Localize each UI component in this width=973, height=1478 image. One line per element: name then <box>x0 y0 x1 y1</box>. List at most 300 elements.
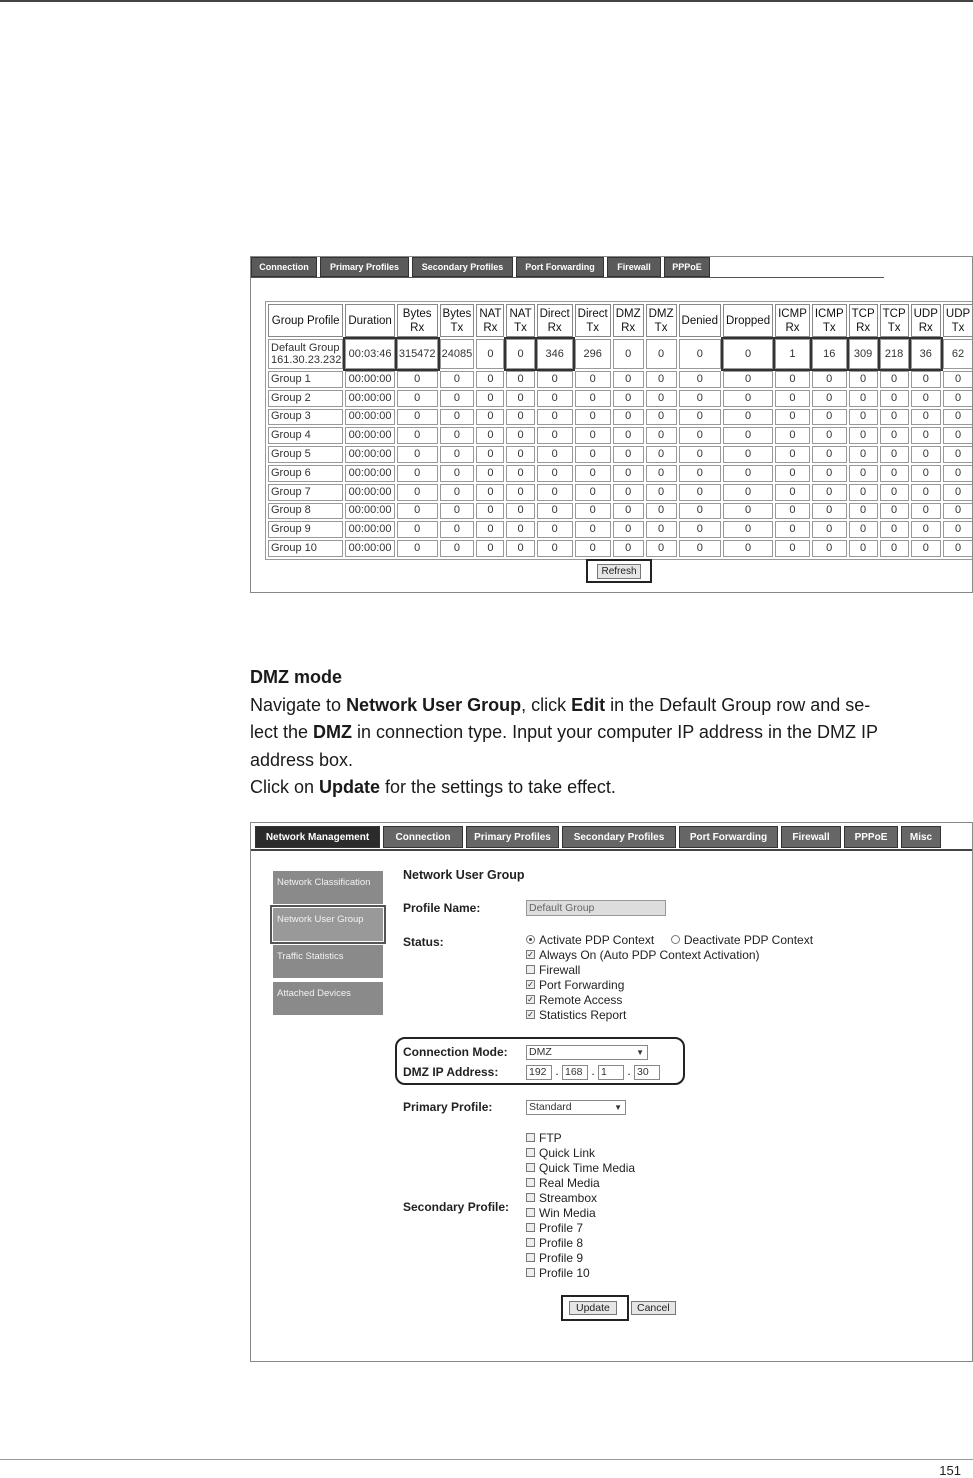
table-cell: 0 <box>613 465 644 482</box>
table-cell: 0 <box>723 339 773 369</box>
secondary-profile-label: Secondary Profile: <box>403 1200 510 1214</box>
checkbox-checked[interactable]: ✓ <box>527 995 534 1005</box>
secondary-profile-list <box>526 1131 635 1281</box>
column-header <box>345 304 394 337</box>
status-option <box>526 978 813 993</box>
table-cell: 0 <box>575 409 611 426</box>
checkbox-checked[interactable]: ✓ <box>527 980 534 990</box>
checkbox-checked[interactable]: ✓ <box>527 950 534 960</box>
primary-profile-value: Standard <box>529 1101 572 1113</box>
cancel-button[interactable]: Cancel <box>631 1301 676 1315</box>
column-header <box>397 304 438 337</box>
stats-table <box>265 301 973 560</box>
table-cell: 0 <box>506 465 534 482</box>
table-cell: 0 <box>880 446 909 463</box>
table-cell: 0 <box>613 339 644 369</box>
checkbox[interactable] <box>526 1208 535 1217</box>
checkbox[interactable] <box>526 1148 535 1157</box>
table-cell: 0 <box>723 503 773 520</box>
table-cell: 0 <box>476 427 504 444</box>
checkbox[interactable] <box>526 1133 535 1142</box>
group-name-cell: Group 10 <box>268 540 343 557</box>
table-cell: 0 <box>575 390 611 407</box>
checkbox[interactable] <box>526 1163 535 1172</box>
duration-cell: 00:00:00 <box>345 390 394 407</box>
text-bold: Edit <box>571 694 606 715</box>
column-header <box>775 304 810 337</box>
table-cell: 0 <box>440 521 475 538</box>
tab-misc[interactable]: Misc <box>901 826 941 848</box>
status-option-label: Statistics Report <box>539 1008 627 1022</box>
table-cell: 0 <box>911 409 941 426</box>
table-cell: 0 <box>679 465 721 482</box>
status-option <box>526 963 813 978</box>
table-cell: 0 <box>575 465 611 482</box>
ip-octet-1[interactable]: 192 <box>526 1065 552 1080</box>
table-cell: 0 <box>613 446 644 463</box>
radio-deactivate-label: Deactivate PDP Context <box>683 933 814 947</box>
table-cell: 0 <box>911 540 941 557</box>
group-name-line: Default Group <box>271 342 340 354</box>
status-option-label: Remote Access <box>539 993 623 1007</box>
instruction-line-1 <box>250 692 960 720</box>
table-cell: 0 <box>911 427 941 444</box>
tab-primary-profiles[interactable]: Primary Profiles <box>320 257 409 277</box>
status-option <box>526 1008 813 1023</box>
sidebar-item-traffic-statistics[interactable]: Traffic Statistics <box>273 945 383 978</box>
table-row <box>268 371 973 388</box>
table-cell: 0 <box>775 465 810 482</box>
table-cell: 0 <box>537 465 573 482</box>
secondary-profile-option <box>526 1176 635 1191</box>
tab-connection[interactable]: Connection <box>251 257 317 277</box>
table-row <box>268 521 973 538</box>
radio-activate-pdp[interactable] <box>526 935 535 944</box>
table-cell: 0 <box>646 484 677 501</box>
tab-firewall[interactable]: Firewall <box>781 826 841 848</box>
secondary-profile-option <box>526 1161 635 1176</box>
checkbox[interactable] <box>526 1253 535 1262</box>
tab-port-forwarding[interactable]: Port Forwarding <box>516 257 604 277</box>
sidebar-item-attached-devices[interactable]: Attached Devices <box>273 982 383 1015</box>
status-options <box>526 933 813 1023</box>
table-cell: 0 <box>849 465 878 482</box>
table-cell: 0 <box>723 390 773 407</box>
table-cell: 0 <box>537 371 573 388</box>
profile-name-label: Profile Name: <box>403 901 481 915</box>
table-cell: 0 <box>775 409 810 426</box>
text-bold: DMZ <box>313 722 353 742</box>
form-title: Network User Group <box>403 868 525 882</box>
table-cell: 0 <box>723 540 773 557</box>
dmz-ip-label: DMZ IP Address: <box>403 1065 499 1079</box>
table-cell: 0 <box>440 446 475 463</box>
secondary-profile-option <box>526 1266 635 1281</box>
tab-primary-profiles[interactable]: Primary Profiles <box>466 826 559 848</box>
table-cell: 0 <box>849 371 878 388</box>
table-cell: 0 <box>679 540 721 557</box>
primary-profile-label: Primary Profile: <box>403 1100 493 1114</box>
group-name-cell: Group 1 <box>268 371 343 388</box>
table-row <box>268 503 973 520</box>
table-cell: 0 <box>537 503 573 520</box>
table-cell: 0 <box>880 503 909 520</box>
table-cell: 0 <box>812 521 847 538</box>
sidebar <box>273 871 383 1019</box>
table-cell: 0 <box>849 540 878 557</box>
table-cell: 0 <box>849 427 878 444</box>
table-cell: 0 <box>880 390 909 407</box>
checkbox[interactable] <box>526 1268 535 1277</box>
table-cell: 0 <box>880 371 909 388</box>
checkbox[interactable] <box>526 1178 535 1187</box>
connection-mode-select[interactable] <box>526 1045 648 1060</box>
table-cell: 0 <box>911 371 941 388</box>
table-cell: 0 <box>679 339 721 369</box>
text-run: lect the <box>250 722 314 742</box>
group-name-cell <box>268 339 343 369</box>
instruction-line-4 <box>250 774 960 802</box>
checkbox[interactable] <box>526 1223 535 1232</box>
table-cell: 0 <box>537 540 573 557</box>
column-header-text: Rx <box>483 321 498 334</box>
table-row <box>268 409 973 426</box>
checkbox[interactable] <box>526 1193 535 1202</box>
text-run: Navigate to <box>250 694 347 715</box>
duration-cell: 00:00:00 <box>345 371 394 388</box>
refresh-highlight <box>586 559 652 583</box>
table-cell: 0 <box>723 521 773 538</box>
tab-secondary-profiles[interactable]: Secondary Profiles <box>562 826 676 848</box>
table-cell: 1 <box>775 339 810 369</box>
secondary-profile-label: Profile 10 <box>539 1266 590 1280</box>
tab-port-forwarding[interactable]: Port Forwarding <box>679 826 778 848</box>
bottom-rule <box>0 1459 973 1460</box>
table-cell: 0 <box>679 427 721 444</box>
table-cell: 218 <box>880 339 909 369</box>
table-cell: 0 <box>943 446 973 463</box>
column-header-text: Group Profile <box>271 314 340 327</box>
table-cell: 0 <box>679 521 721 538</box>
table-cell: 0 <box>911 390 941 407</box>
radio-deactivate-pdp[interactable] <box>671 935 680 944</box>
table-cell: 0 <box>613 390 644 407</box>
table-cell: 0 <box>575 371 611 388</box>
table-cell: 0 <box>812 484 847 501</box>
column-header-text: TCP <box>882 307 906 320</box>
table-cell: 0 <box>506 521 534 538</box>
table-cell: 0 <box>943 521 973 538</box>
column-header <box>679 304 721 337</box>
main-tab-bar <box>255 826 944 848</box>
secondary-profile-label: Quick Time Media <box>539 1161 636 1175</box>
table-cell: 0 <box>506 446 534 463</box>
table-cell: 0 <box>506 484 534 501</box>
table-cell: 0 <box>646 503 677 520</box>
group-name-cell: Group 2 <box>268 390 343 407</box>
column-header <box>613 304 644 337</box>
table-cell: 0 <box>506 503 534 520</box>
table-cell: 62 <box>943 339 973 369</box>
table-cell: 0 <box>397 521 438 538</box>
secondary-profile-label: FTP <box>539 1131 562 1145</box>
text-run: in the Default Group row and se- <box>605 694 871 715</box>
stats-header-row <box>268 304 973 337</box>
tab-underline <box>251 277 884 278</box>
table-cell: 0 <box>812 371 847 388</box>
table-cell: 309 <box>849 339 878 369</box>
table-cell: 0 <box>646 540 677 557</box>
table-cell: 0 <box>679 503 721 520</box>
column-header <box>723 304 773 337</box>
table-row <box>268 427 973 444</box>
stats-tab-bar <box>251 257 713 277</box>
column-header <box>506 304 534 337</box>
table-row <box>268 540 973 557</box>
duration-cell: 00:00:00 <box>345 465 394 482</box>
page-number: 151 <box>939 1463 961 1478</box>
table-cell: 0 <box>943 465 973 482</box>
table-cell: 0 <box>812 540 847 557</box>
table-cell: 0 <box>646 465 677 482</box>
table-cell: 0 <box>911 521 941 538</box>
column-header-text: Denied <box>681 314 718 327</box>
column-header-text: Rx <box>918 321 933 334</box>
table-cell: 0 <box>613 484 644 501</box>
table-cell: 0 <box>476 540 504 557</box>
table-cell: 0 <box>646 371 677 388</box>
secondary-profile-label: Profile 9 <box>539 1251 584 1265</box>
column-header <box>646 304 677 337</box>
secondary-profile-label: Quick Link <box>539 1146 596 1160</box>
table-cell: 0 <box>775 446 810 463</box>
table-cell: 0 <box>849 521 878 538</box>
table-cell: 0 <box>506 390 534 407</box>
table-cell: 346 <box>537 339 573 369</box>
text-run: , click <box>521 694 572 715</box>
column-header-text: Tx <box>822 321 836 334</box>
column-header-text: Bytes <box>402 307 432 320</box>
radio-activate-label: Activate PDP Context <box>539 933 655 947</box>
status-label: Status: <box>403 935 444 949</box>
table-cell: 0 <box>775 371 810 388</box>
column-header-text: Bytes <box>442 307 472 320</box>
secondary-profile-option <box>526 1146 635 1161</box>
table-cell: 0 <box>943 371 973 388</box>
column-header-text: Tx <box>654 321 668 334</box>
table-cell: 0 <box>775 484 810 501</box>
table-cell: 0 <box>775 540 810 557</box>
update-button[interactable]: Update <box>569 1301 617 1315</box>
column-header-text: Tx <box>887 321 901 334</box>
ip-octet-4[interactable]: 30 <box>634 1065 660 1080</box>
table-cell: 0 <box>397 390 438 407</box>
status-option <box>526 948 813 963</box>
table-cell: 0 <box>646 409 677 426</box>
table-cell: 0 <box>812 409 847 426</box>
tab-firewall[interactable]: Firewall <box>607 257 661 277</box>
column-header-text: Duration <box>348 314 392 327</box>
column-header <box>476 304 504 337</box>
column-header <box>911 304 941 337</box>
secondary-profile-option <box>526 1206 635 1221</box>
column-header-text: Tx <box>951 321 965 334</box>
column-header-text: Tx <box>586 321 600 334</box>
tab-pppoe[interactable]: PPPoE <box>664 257 710 277</box>
table-cell: 0 <box>506 339 534 369</box>
statistics-screenshot <box>250 256 973 593</box>
instruction-line-3: address box. <box>250 749 354 770</box>
table-cell: 0 <box>723 371 773 388</box>
secondary-profile-label: Profile 7 <box>539 1221 584 1235</box>
table-cell: 0 <box>440 465 475 482</box>
column-header <box>849 304 878 337</box>
table-cell: 296 <box>575 339 611 369</box>
table-cell: 0 <box>646 427 677 444</box>
table-cell: 0 <box>537 521 573 538</box>
secondary-profile-label: Profile 8 <box>539 1236 584 1250</box>
ip-octet-3[interactable]: 1 <box>598 1065 624 1080</box>
table-cell: 0 <box>679 409 721 426</box>
table-cell: 0 <box>613 409 644 426</box>
column-header <box>537 304 573 337</box>
table-cell: 0 <box>397 427 438 444</box>
checkbox-checked[interactable]: ✓ <box>527 1010 534 1020</box>
column-header-text: NAT <box>479 307 502 320</box>
table-cell: 0 <box>613 427 644 444</box>
table-cell: 0 <box>440 390 475 407</box>
column-header-text: ICMP <box>778 307 807 320</box>
duration-cell: 00:00:00 <box>345 446 394 463</box>
secondary-profile-option <box>526 1131 635 1146</box>
table-cell: 0 <box>506 371 534 388</box>
duration-cell: 00:00:00 <box>345 409 394 426</box>
column-header-text: Rx <box>410 321 425 334</box>
instructions <box>250 664 960 802</box>
table-cell: 0 <box>506 540 534 557</box>
table-row <box>268 446 973 463</box>
sidebar-item-network-user-group[interactable]: Network User Group <box>273 908 383 941</box>
refresh-button[interactable]: Refresh <box>597 564 640 579</box>
column-header-text: Dropped <box>725 314 771 327</box>
checkbox[interactable] <box>526 1238 535 1247</box>
table-cell: 0 <box>775 503 810 520</box>
table-cell: 0 <box>476 503 504 520</box>
table-cell: 0 <box>440 409 475 426</box>
column-header-text: ICMP <box>814 307 844 320</box>
instruction-line-2 <box>250 719 960 747</box>
table-cell: 0 <box>575 484 611 501</box>
column-header <box>943 304 973 337</box>
table-cell: 0 <box>849 446 878 463</box>
table-cell: 0 <box>880 521 909 538</box>
secondary-profile-option <box>526 1221 635 1236</box>
table-cell: 0 <box>397 540 438 557</box>
table-cell: 0 <box>775 427 810 444</box>
tab-network-management[interactable]: Network Management <box>255 826 380 848</box>
table-cell: 0 <box>849 484 878 501</box>
status-option-label: Always On (Auto PDP Context Activation) <box>539 948 760 962</box>
dropdown-arrow-icon: ▼ <box>636 1048 644 1057</box>
profile-name-input[interactable]: Default Group <box>526 900 666 916</box>
sidebar-item-network-classification[interactable]: Network Classification <box>273 871 383 904</box>
table-cell: 0 <box>646 390 677 407</box>
secondary-profile-label: Streambox <box>539 1191 598 1205</box>
table-cell: 0 <box>911 503 941 520</box>
table-cell: 0 <box>397 465 438 482</box>
table-cell: 0 <box>613 503 644 520</box>
table-cell: 0 <box>775 390 810 407</box>
stats-body <box>268 339 973 557</box>
text-bold: Update <box>319 777 381 797</box>
primary-profile-select[interactable] <box>526 1100 626 1115</box>
status-option-label: Firewall <box>539 963 581 977</box>
group-name-cell: Group 7 <box>268 484 343 501</box>
table-cell: 0 <box>911 465 941 482</box>
table-cell: 0 <box>723 409 773 426</box>
secondary-profile-option <box>526 1251 635 1266</box>
tab-pppoe[interactable]: PPPoE <box>844 826 898 848</box>
table-cell: 0 <box>849 390 878 407</box>
group-name-cell: Group 8 <box>268 503 343 520</box>
dropdown-arrow-icon: ▼ <box>614 1103 622 1112</box>
table-cell: 0 <box>646 339 677 369</box>
top-rule <box>0 0 973 2</box>
table-cell: 0 <box>397 409 438 426</box>
table-cell: 0 <box>849 503 878 520</box>
table-cell: 0 <box>476 339 504 369</box>
checkbox[interactable] <box>526 965 535 974</box>
ip-octet-2[interactable]: 168 <box>562 1065 588 1080</box>
group-name-cell: Group 3 <box>268 409 343 426</box>
table-cell: 0 <box>397 446 438 463</box>
table-cell: 0 <box>943 427 973 444</box>
column-header <box>880 304 909 337</box>
table-cell: 0 <box>723 446 773 463</box>
table-cell: 0 <box>812 446 847 463</box>
table-cell: 24085 <box>440 339 475 369</box>
table-cell: 0 <box>440 371 475 388</box>
connection-mode-value: DMZ <box>529 1046 552 1058</box>
tab-underline <box>251 849 973 851</box>
table-cell: 0 <box>397 371 438 388</box>
group-name-line: 161.30.23.232 <box>271 354 342 366</box>
stats-table-wrap <box>265 301 973 560</box>
table-cell: 0 <box>943 540 973 557</box>
table-cell: 0 <box>880 484 909 501</box>
table-cell: 0 <box>476 371 504 388</box>
column-header-text: DMZ <box>615 307 641 320</box>
table-cell: 0 <box>476 484 504 501</box>
column-header-text: UDP <box>945 307 971 320</box>
table-cell: 0 <box>476 446 504 463</box>
duration-cell: 00:00:00 <box>345 503 394 520</box>
table-cell: 0 <box>575 446 611 463</box>
table-cell: 0 <box>849 409 878 426</box>
tab-secondary-profiles[interactable]: Secondary Profiles <box>412 257 513 277</box>
tab-connection[interactable]: Connection <box>383 826 463 848</box>
column-header-text: Direct <box>577 307 608 320</box>
table-cell: 0 <box>575 503 611 520</box>
table-cell: 0 <box>476 465 504 482</box>
column-header <box>812 304 847 337</box>
table-cell: 0 <box>880 409 909 426</box>
column-header-text: Rx <box>856 321 871 334</box>
table-cell: 0 <box>613 371 644 388</box>
table-cell: 315472 <box>397 339 438 369</box>
section-heading: DMZ mode <box>250 667 342 687</box>
column-header-text: NAT <box>509 307 532 320</box>
